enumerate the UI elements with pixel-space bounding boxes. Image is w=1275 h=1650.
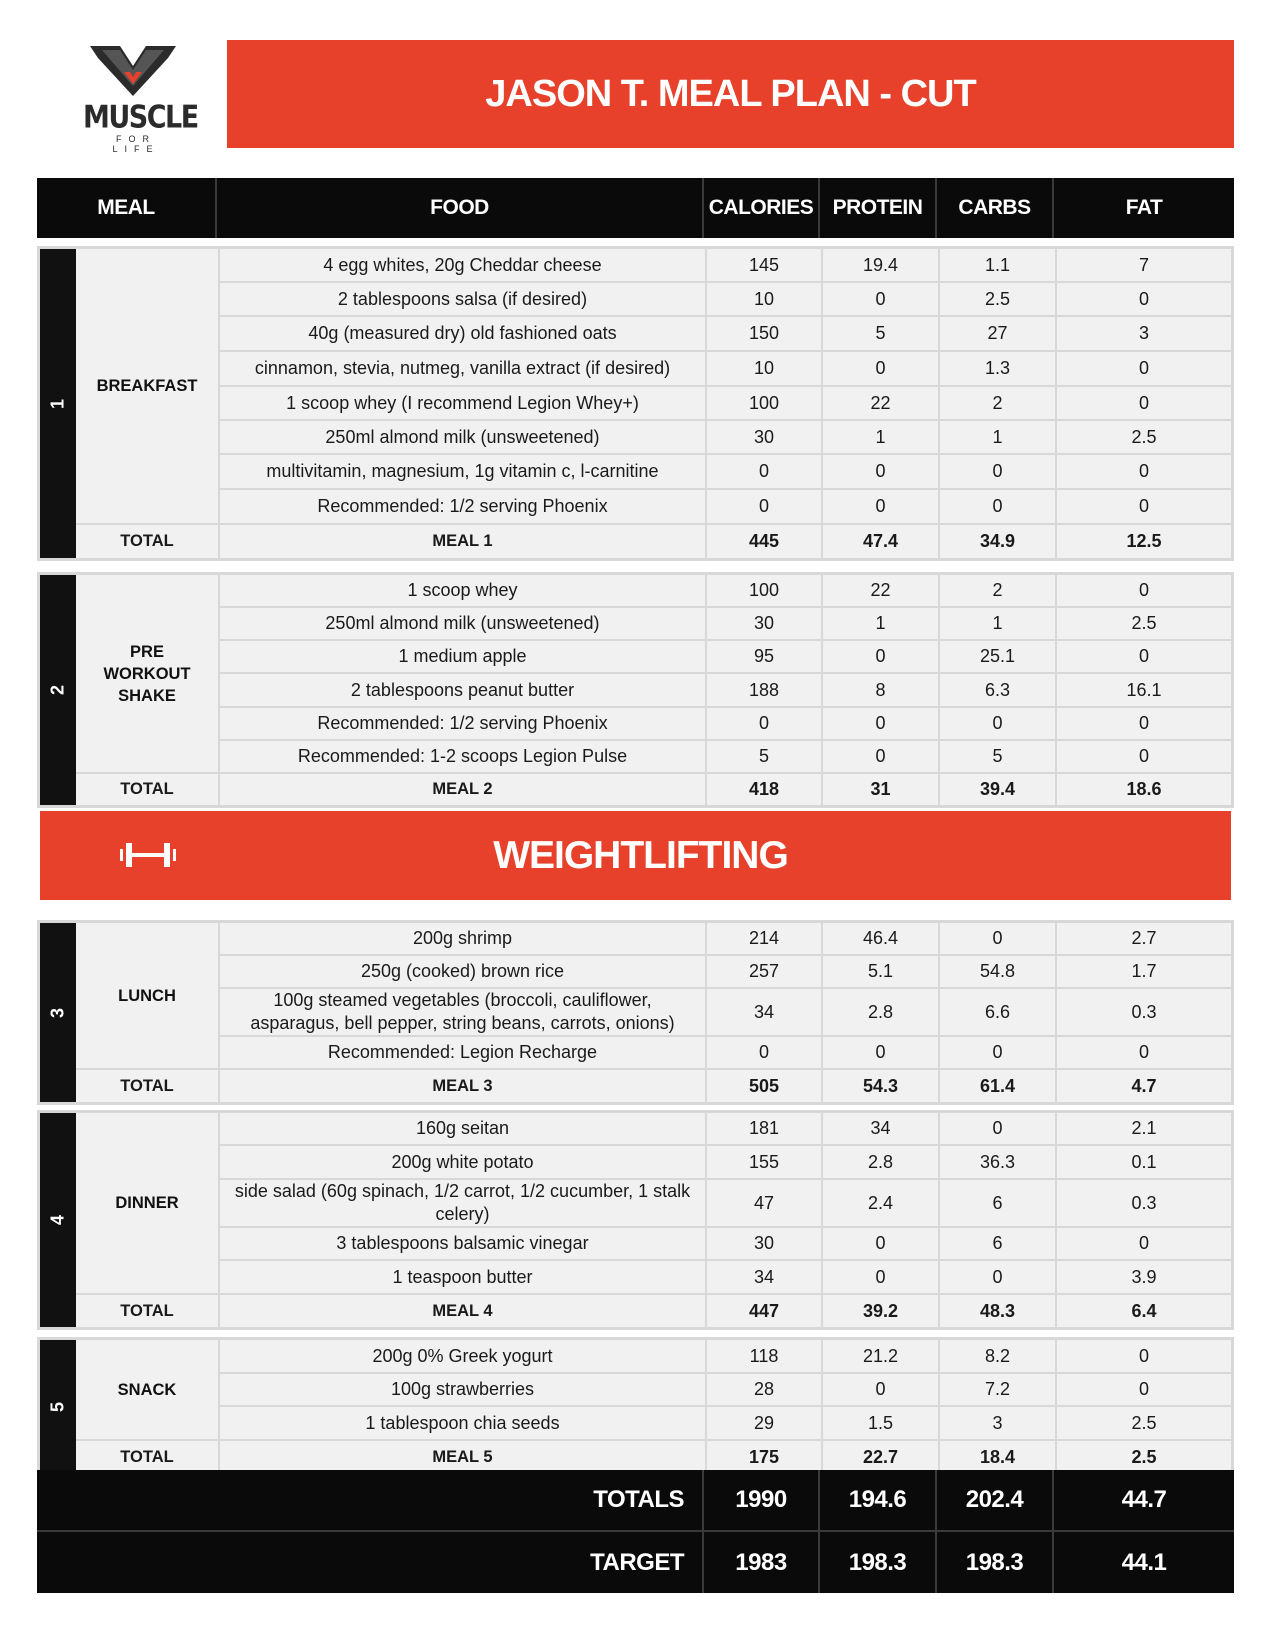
protein-cell: 0 <box>823 490 938 523</box>
food-cell: Recommended: 1-2 scoops Legion Pulse <box>220 741 705 772</box>
protein-cell: 0 <box>823 1037 938 1068</box>
calories-cell: 30 <box>707 608 821 639</box>
fat-cell: 0 <box>1057 708 1231 739</box>
calories-cell: 155 <box>707 1146 821 1178</box>
table-row <box>220 1261 1231 1293</box>
food-cell: multivitamin, magnesium, 1g vitamin c, l-carnitine <box>220 455 705 488</box>
protein-cell: 0 <box>823 283 938 315</box>
carbs-cell: 0 <box>940 1037 1055 1068</box>
calories-cell: 10 <box>707 352 821 385</box>
total-protein: 31 <box>823 774 938 805</box>
meal-name: SNACK <box>76 1340 218 1439</box>
table-row <box>220 317 1231 350</box>
protein-cell: 0 <box>823 352 938 385</box>
fat-cell: 0 <box>1057 741 1231 772</box>
food-cell: cinnamon, stevia, nutmeg, vanilla extract (if desired) <box>220 352 705 385</box>
calories-cell: 188 <box>707 674 821 706</box>
calories-cell: 30 <box>707 1228 821 1259</box>
total-protein: 54.3 <box>823 1070 938 1102</box>
carbs-cell: 2 <box>940 387 1055 419</box>
fat-cell: 16.1 <box>1057 674 1231 706</box>
fat-cell: 0 <box>1057 1374 1231 1405</box>
calories-cell: 214 <box>707 923 821 954</box>
carbs-cell: 0 <box>940 1113 1055 1144</box>
carbs-cell: 6 <box>940 1228 1055 1259</box>
meal-name: PRE WORKOUT SHAKE <box>76 575 218 772</box>
protein-cell: 0 <box>823 1261 938 1293</box>
carbs-cell: 3 <box>940 1407 1055 1439</box>
table-row <box>220 1037 1231 1068</box>
protein-cell: 1.5 <box>823 1407 938 1439</box>
protein-cell: 0 <box>823 455 938 488</box>
carbs-cell: 5 <box>940 741 1055 772</box>
table-row <box>220 249 1231 281</box>
calories-cell: 95 <box>707 641 821 672</box>
carbs-cell: 1.1 <box>940 249 1055 281</box>
target-label: TARGET <box>590 1548 684 1576</box>
table-row <box>220 641 1231 672</box>
total-carbs: 48.3 <box>940 1295 1055 1327</box>
total-label: TOTAL <box>76 1441 218 1473</box>
totals-protein: 194.6 <box>848 1486 907 1513</box>
calories-cell: 0 <box>707 708 821 739</box>
table-row <box>220 956 1231 987</box>
fat-cell: 2.1 <box>1057 1113 1231 1144</box>
fat-cell: 0 <box>1057 455 1231 488</box>
table-row <box>220 352 1231 385</box>
calories-cell: 5 <box>707 741 821 772</box>
carbs-cell: 0 <box>940 455 1055 488</box>
fat-cell: 0.3 <box>1057 989 1231 1035</box>
carbs-cell: 0 <box>940 923 1055 954</box>
protein-cell: 1 <box>823 608 938 639</box>
food-cell: 250ml almond milk (unsweetened) <box>220 608 705 639</box>
protein-cell: 0 <box>823 741 938 772</box>
calories-cell: 145 <box>707 249 821 281</box>
carbs-cell: 0 <box>940 490 1055 523</box>
fat-cell: 0 <box>1057 1340 1231 1372</box>
calories-cell: 47 <box>707 1180 821 1226</box>
calories-cell: 100 <box>707 575 821 606</box>
table-row <box>220 387 1231 419</box>
header-fat: FAT <box>1125 196 1163 219</box>
total-label: TOTAL <box>76 1295 218 1327</box>
food-cell: 250ml almond milk (unsweetened) <box>220 421 705 453</box>
table-row <box>220 1228 1231 1259</box>
header-meal: MEAL <box>97 196 155 219</box>
meal-number-text: 1 <box>47 398 68 409</box>
fat-cell: 7 <box>1057 249 1231 281</box>
meal-block <box>37 1110 1234 1330</box>
carbs-cell: 2.5 <box>940 283 1055 315</box>
table-row <box>220 674 1231 706</box>
fat-cell: 2.5 <box>1057 1407 1231 1439</box>
calories-cell: 29 <box>707 1407 821 1439</box>
meal-number-text: 2 <box>47 684 68 696</box>
food-cell: 250g (cooked) brown rice <box>220 956 705 987</box>
target-protein: 198.3 <box>848 1548 907 1576</box>
protein-cell: 0 <box>823 708 938 739</box>
carbs-cell: 1.3 <box>940 352 1055 385</box>
food-cell: 100g steamed vegetables (broccoli, cauliflower, asparagus, bell pepper, string beans, carrots, onions) <box>220 989 705 1035</box>
header-carbs: CARBS <box>958 196 1031 219</box>
table-row <box>220 1146 1231 1178</box>
carbs-cell: 8.2 <box>940 1340 1055 1372</box>
protein-cell: 0 <box>823 641 938 672</box>
table-row <box>220 608 1231 639</box>
total-label: TOTAL <box>76 525 218 558</box>
totals-label: TOTALS <box>593 1486 684 1513</box>
meal-number-text: 4 <box>47 1214 68 1226</box>
total-calories: 418 <box>707 774 821 805</box>
food-cell: 3 tablespoons balsamic vinegar <box>220 1228 705 1259</box>
calories-cell: 34 <box>707 989 821 1035</box>
calories-cell: 257 <box>707 956 821 987</box>
total-fat: 6.4 <box>1057 1295 1231 1327</box>
total-carbs: 61.4 <box>940 1070 1055 1102</box>
meal-name: LUNCH <box>76 923 218 1068</box>
total-label: TOTAL <box>76 774 218 805</box>
target-carbs: 198.3 <box>965 1548 1024 1576</box>
total-label: TOTAL <box>76 1070 218 1102</box>
total-meal-label: MEAL 2 <box>220 774 705 805</box>
calories-cell: 150 <box>707 317 821 350</box>
total-meal-label: MEAL 3 <box>220 1070 705 1102</box>
total-row <box>220 774 1231 805</box>
calories-cell: 0 <box>707 455 821 488</box>
food-cell: 1 tablespoon chia seeds <box>220 1407 705 1439</box>
food-cell: 160g seitan <box>220 1113 705 1144</box>
meal-number <box>40 923 76 1102</box>
meal-block <box>37 572 1234 808</box>
protein-cell: 22 <box>823 575 938 606</box>
protein-cell: 21.2 <box>823 1340 938 1372</box>
food-cell: 1 scoop whey <box>220 575 705 606</box>
table-row <box>220 490 1231 523</box>
meal-block <box>37 1337 1234 1476</box>
fat-cell: 0 <box>1057 352 1231 385</box>
carbs-cell: 1 <box>940 608 1055 639</box>
total-calories: 505 <box>707 1070 821 1102</box>
brand-logo <box>83 44 198 154</box>
calories-cell: 100 <box>707 387 821 419</box>
table-row <box>220 708 1231 739</box>
total-fat: 4.7 <box>1057 1070 1231 1102</box>
protein-cell: 2.8 <box>823 989 938 1035</box>
total-row <box>220 525 1231 558</box>
calories-cell: 0 <box>707 1037 821 1068</box>
protein-cell: 1 <box>823 421 938 453</box>
food-cell: Recommended: Legion Recharge <box>220 1037 705 1068</box>
food-cell: Recommended: 1/2 serving Phoenix <box>220 708 705 739</box>
total-fat: 18.6 <box>1057 774 1231 805</box>
fat-cell: 2.5 <box>1057 608 1231 639</box>
protein-cell: 0 <box>823 1228 938 1259</box>
table-row <box>220 455 1231 488</box>
fat-cell: 0 <box>1057 283 1231 315</box>
calories-cell: 118 <box>707 1340 821 1372</box>
food-cell: 200g shrimp <box>220 923 705 954</box>
meal-number <box>40 249 76 558</box>
carbs-cell: 25.1 <box>940 641 1055 672</box>
target-fat: 44.1 <box>1121 1548 1167 1576</box>
carbs-cell: 6 <box>940 1180 1055 1226</box>
fat-cell: 0 <box>1057 387 1231 419</box>
total-calories: 445 <box>707 525 821 558</box>
target-calories: 1983 <box>735 1548 787 1576</box>
food-cell: 200g 0% Greek yogurt <box>220 1340 705 1372</box>
total-carbs: 34.9 <box>940 525 1055 558</box>
protein-cell: 5 <box>823 317 938 350</box>
fat-cell: 0 <box>1057 1037 1231 1068</box>
table-row <box>220 1407 1231 1439</box>
table-row <box>220 923 1231 954</box>
fat-cell: 0 <box>1057 575 1231 606</box>
protein-cell: 22 <box>823 387 938 419</box>
fat-cell: 0.3 <box>1057 1180 1231 1226</box>
protein-cell: 8 <box>823 674 938 706</box>
weightlifting-banner <box>40 811 1231 900</box>
table-row <box>220 421 1231 453</box>
food-cell: 40g (measured dry) old fashioned oats <box>220 317 705 350</box>
total-fat: 2.5 <box>1057 1441 1231 1473</box>
calories-cell: 10 <box>707 283 821 315</box>
carbs-cell: 7.2 <box>940 1374 1055 1405</box>
calories-cell: 181 <box>707 1113 821 1144</box>
protein-cell: 5.1 <box>823 956 938 987</box>
carbs-cell: 36.3 <box>940 1146 1055 1178</box>
food-cell: 2 tablespoons peanut butter <box>220 674 705 706</box>
protein-cell: 2.4 <box>823 1180 938 1226</box>
protein-cell: 19.4 <box>823 249 938 281</box>
total-row <box>220 1441 1231 1473</box>
meal-block <box>37 920 1234 1105</box>
total-protein: 47.4 <box>823 525 938 558</box>
total-fat: 12.5 <box>1057 525 1231 558</box>
calories-cell: 28 <box>707 1374 821 1405</box>
total-protein: 39.2 <box>823 1295 938 1327</box>
page-title: JASON T. MEAL PLAN - CUT <box>227 40 1234 148</box>
header-protein: PROTEIN <box>832 196 923 219</box>
table-row <box>220 741 1231 772</box>
header-calories: CALORIES <box>708 196 814 219</box>
fat-cell: 0 <box>1057 1228 1231 1259</box>
food-cell: Recommended: 1/2 serving Phoenix <box>220 490 705 523</box>
weightlifting-label: WEIGHTLIFTING <box>493 833 788 877</box>
food-cell: 1 medium apple <box>220 641 705 672</box>
carbs-cell: 27 <box>940 317 1055 350</box>
protein-cell: 34 <box>823 1113 938 1144</box>
logo-emblem-icon <box>90 44 176 98</box>
carbs-cell: 6.6 <box>940 989 1055 1035</box>
food-cell: 4 egg whites, 20g Cheddar cheese <box>220 249 705 281</box>
total-meal-label: MEAL 5 <box>220 1441 705 1473</box>
total-carbs: 18.4 <box>940 1441 1055 1473</box>
food-cell: side salad (60g spinach, 1/2 carrot, 1/2 cucumber, 1 stalk celery) <box>220 1180 705 1226</box>
food-cell: 100g strawberries <box>220 1374 705 1405</box>
food-cell: 1 scoop whey (I recommend Legion Whey+) <box>220 387 705 419</box>
food-cell: 1 teaspoon butter <box>220 1261 705 1293</box>
table-row <box>220 1113 1231 1144</box>
protein-cell: 46.4 <box>823 923 938 954</box>
calories-cell: 0 <box>707 490 821 523</box>
meal-number-text: 5 <box>47 1401 68 1412</box>
table-row <box>220 1340 1231 1372</box>
food-cell: 2 tablespoons salsa (if desired) <box>220 283 705 315</box>
fat-cell: 0.1 <box>1057 1146 1231 1178</box>
table-row <box>220 283 1231 315</box>
total-calories: 175 <box>707 1441 821 1473</box>
table-row <box>220 1180 1231 1226</box>
meal-number <box>40 1340 76 1473</box>
total-meal-label: MEAL 1 <box>220 525 705 558</box>
food-cell: 200g white potato <box>220 1146 705 1178</box>
calories-cell: 30 <box>707 421 821 453</box>
meal-number <box>40 1113 76 1327</box>
total-calories: 447 <box>707 1295 821 1327</box>
carbs-cell: 2 <box>940 575 1055 606</box>
protein-cell: 0 <box>823 1374 938 1405</box>
fat-cell: 3 <box>1057 317 1231 350</box>
total-row <box>220 1295 1231 1327</box>
meal-name: BREAKFAST <box>76 249 218 523</box>
table-header <box>37 178 1234 238</box>
header-food: FOOD <box>430 196 489 219</box>
meal-name: DINNER <box>76 1113 218 1293</box>
calories-cell: 34 <box>707 1261 821 1293</box>
meal-number-text: 3 <box>47 1007 68 1018</box>
brand-tagline: FOR LIFE <box>112 134 160 154</box>
fat-cell: 3.9 <box>1057 1261 1231 1293</box>
fat-cell: 2.5 <box>1057 421 1231 453</box>
table-row <box>220 989 1231 1035</box>
carbs-cell: 0 <box>940 708 1055 739</box>
carbs-cell: 54.8 <box>940 956 1055 987</box>
carbs-cell: 1 <box>940 421 1055 453</box>
protein-cell: 2.8 <box>823 1146 938 1178</box>
brand-name: MUSCLE <box>83 100 198 136</box>
carbs-cell: 6.3 <box>940 674 1055 706</box>
summary-table <box>37 1470 1234 1593</box>
carbs-cell: 0 <box>940 1261 1055 1293</box>
fat-cell: 0 <box>1057 490 1231 523</box>
table-row <box>220 575 1231 606</box>
meal-number <box>40 575 76 805</box>
fat-cell: 0 <box>1057 641 1231 672</box>
fat-cell: 1.7 <box>1057 956 1231 987</box>
meal-block <box>37 246 1234 561</box>
totals-calories: 1990 <box>735 1486 787 1513</box>
totals-fat: 44.7 <box>1121 1486 1167 1513</box>
totals-carbs: 202.4 <box>965 1486 1024 1513</box>
total-carbs: 39.4 <box>940 774 1055 805</box>
fat-cell: 2.7 <box>1057 923 1231 954</box>
total-row <box>220 1070 1231 1102</box>
total-meal-label: MEAL 4 <box>220 1295 705 1327</box>
table-row <box>220 1374 1231 1405</box>
total-protein: 22.7 <box>823 1441 938 1473</box>
